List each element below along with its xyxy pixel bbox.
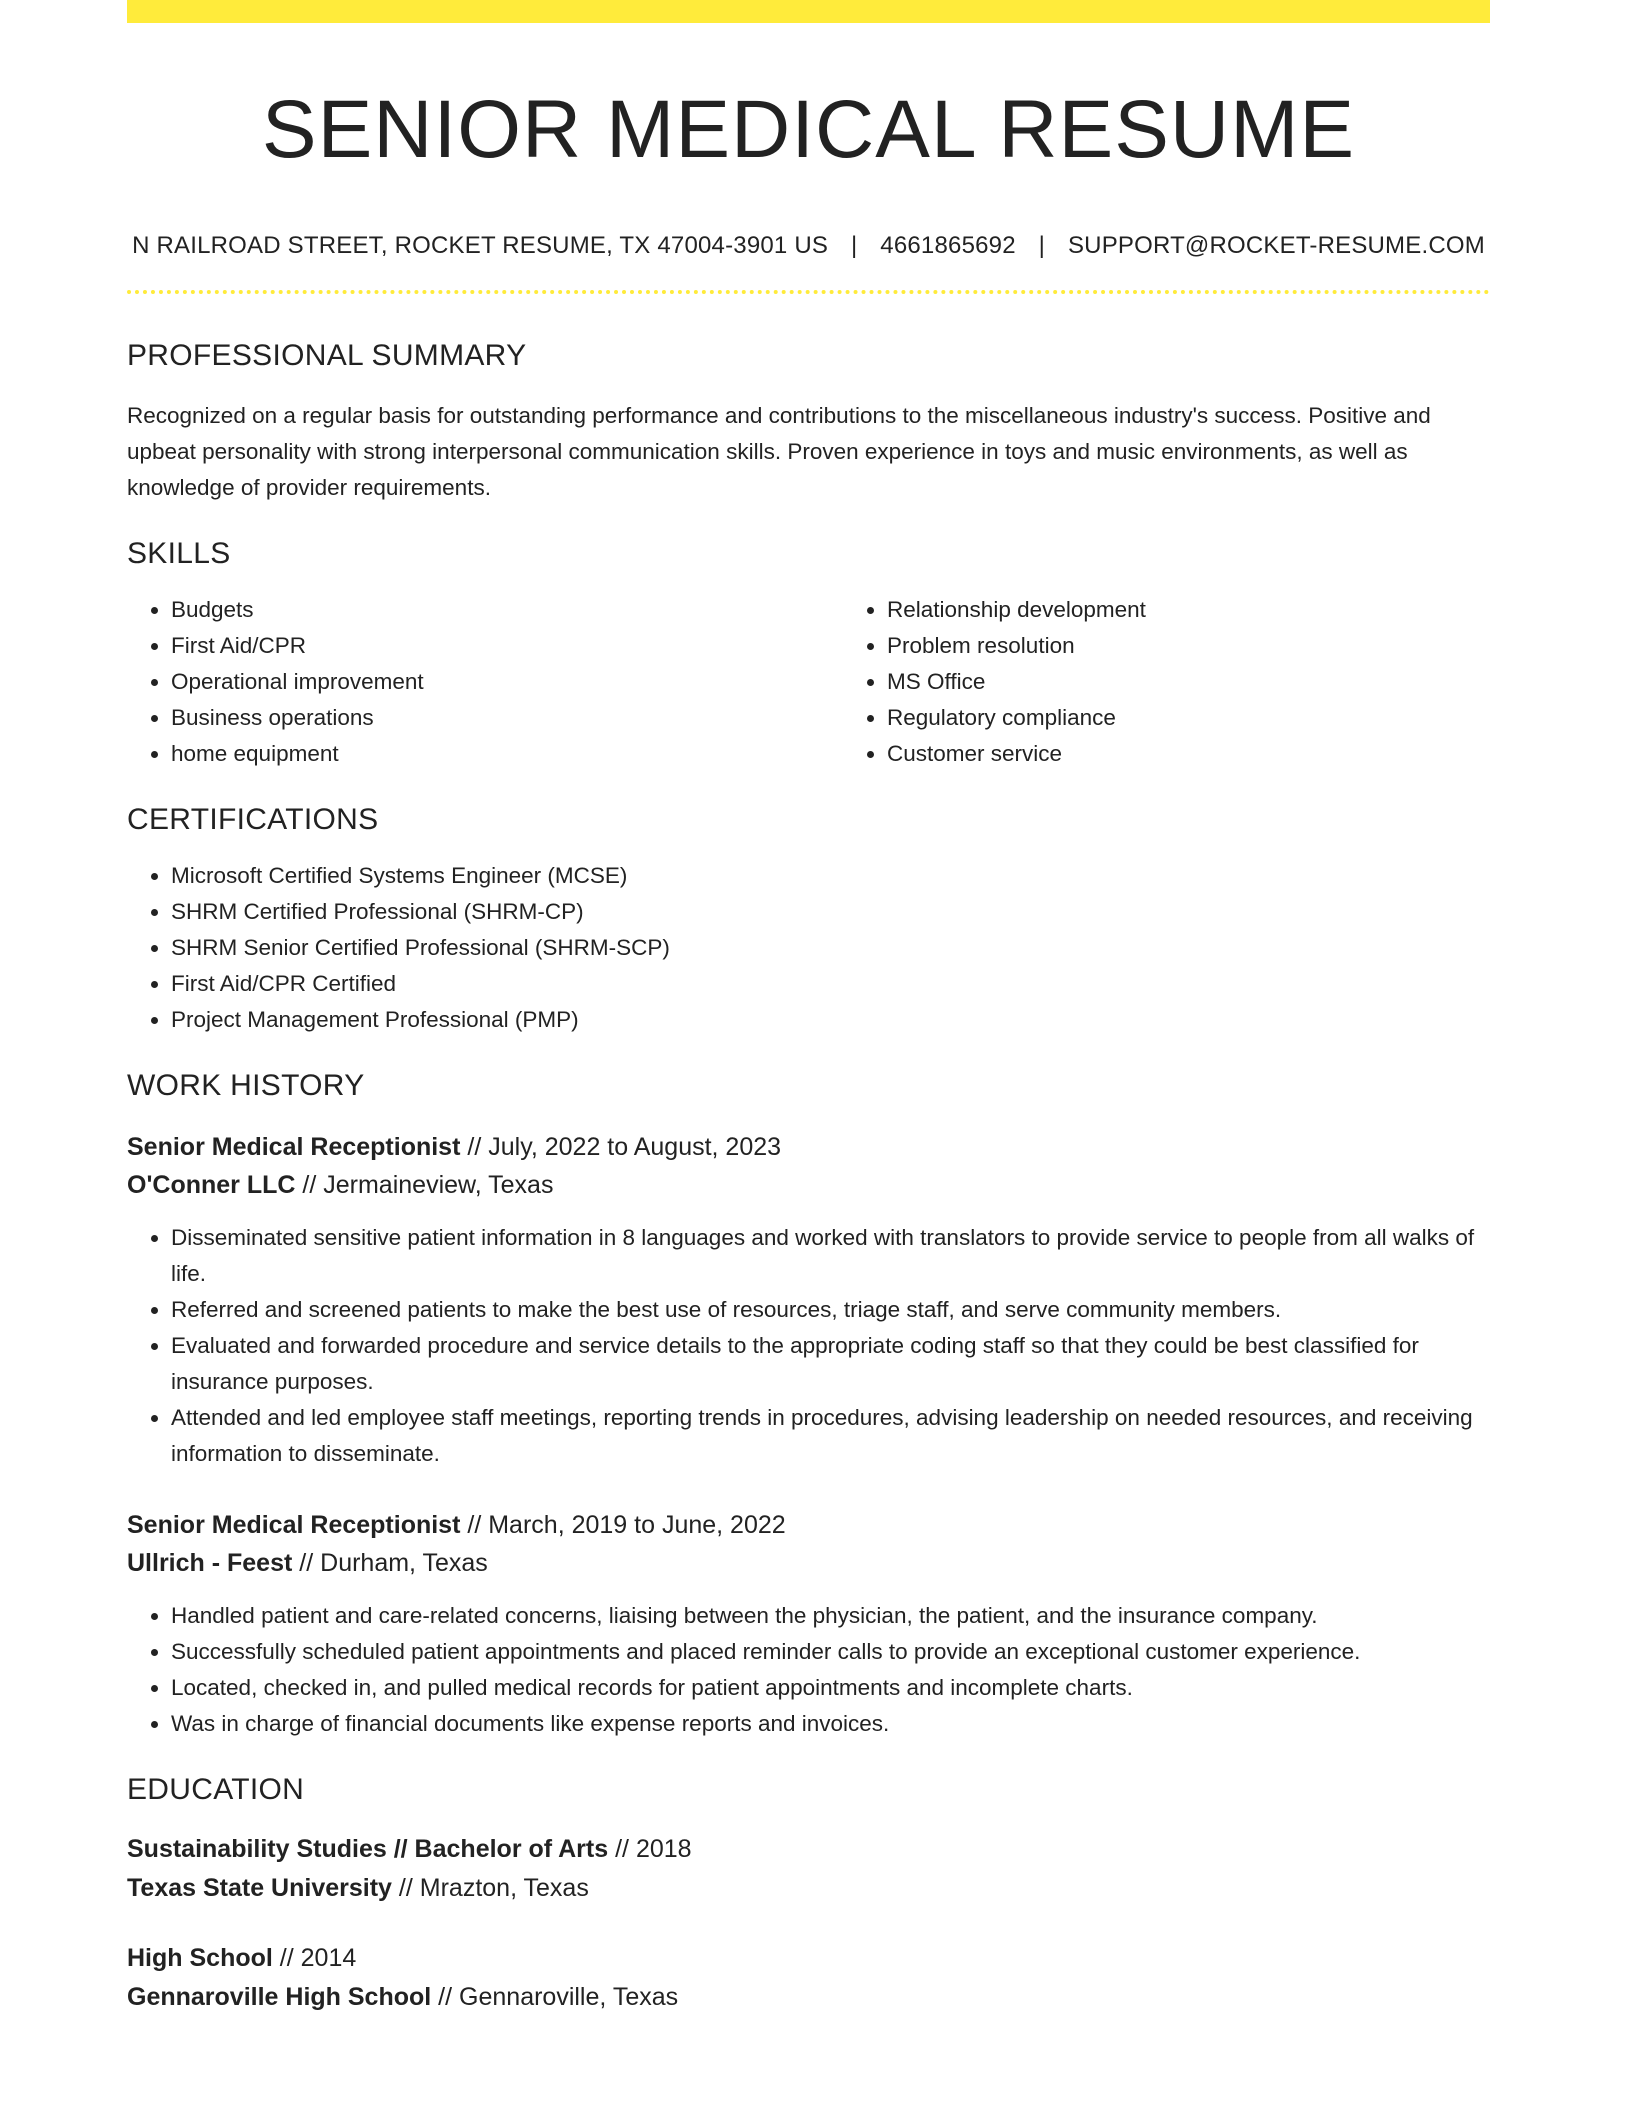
job-duty: • Located, checked in, and pulled medical records for patient appointments and incomplete charts. xyxy=(171,1670,1490,1706)
skills-section xyxy=(127,536,1490,772)
education-school-line xyxy=(127,1978,1490,2017)
skill-item: • Budgets xyxy=(171,592,843,628)
skills-columns xyxy=(127,572,1490,772)
job-divider: // xyxy=(467,1132,482,1161)
skill-item: • First Aid/CPR xyxy=(171,628,843,664)
job-divider: // xyxy=(299,1548,314,1577)
education-entry xyxy=(127,1830,1490,1908)
contact-phone[interactable]: 4661865692 xyxy=(880,232,1016,260)
job-header xyxy=(127,1506,1490,1582)
education-divider: // xyxy=(279,1943,294,1972)
education-school: Gennaroville High School xyxy=(127,1982,432,2011)
education-entry xyxy=(127,1939,1490,2017)
skill-item: • Problem resolution xyxy=(887,628,1490,664)
education-degree-line xyxy=(127,1939,1490,1978)
education-divider: // xyxy=(615,1834,629,1863)
job-company-line xyxy=(127,1166,1490,1204)
education-school-line xyxy=(127,1869,1490,1908)
job-dates: March, 2019 to June, 2022 xyxy=(488,1510,786,1539)
contact-separator: | xyxy=(850,232,858,260)
job-duty: • Referred and screened patients to make the best use of resources, triage staff, and serve community members. xyxy=(171,1292,1490,1328)
job-duty: • Evaluated and forwarded procedure and service details to the appropriate coding staff so that they could be best classified for insurance purposes. xyxy=(171,1328,1490,1400)
certification-item: • SHRM Senior Certified Professional (SHRM-SCP) xyxy=(171,930,1490,966)
job-role: Senior Medical Receptionist xyxy=(127,1510,461,1539)
education-year: 2014 xyxy=(300,1943,357,1972)
skill-item: • MS Office xyxy=(887,664,1490,700)
education-section xyxy=(127,1772,1490,2017)
top-accent-bar xyxy=(127,0,1490,23)
contact-email[interactable]: SUPPORT@ROCKET-RESUME.COM xyxy=(1067,232,1485,260)
job-location: Jermaineview, Texas xyxy=(323,1170,554,1199)
skill-item: • Relationship development xyxy=(887,592,1490,628)
job-entry xyxy=(127,1506,1490,1742)
section-title-education: EDUCATION xyxy=(127,1772,305,1806)
job-entry xyxy=(127,1128,1490,1472)
education-location: Gennaroville, Texas xyxy=(459,1982,679,2011)
section-title-certifications: CERTIFICATIONS xyxy=(127,802,379,836)
job-duty: • Successfully scheduled patient appointments and placed reminder calls to provide an exceptional customer experience. xyxy=(171,1634,1490,1670)
skill-item: • Operational improvement xyxy=(171,664,843,700)
job-divider: // xyxy=(302,1170,317,1199)
section-title-work-history: WORK HISTORY xyxy=(127,1068,365,1102)
skill-item: • Business operations xyxy=(171,700,843,736)
certification-item: • Microsoft Certified Systems Engineer (MCSE) xyxy=(171,858,1490,894)
job-duty: • Attended and led employee staff meetings, reporting trends in procedures, advising leadership on needed resources, and receiving information to disseminate. xyxy=(171,1400,1490,1472)
certification-item: • First Aid/CPR Certified xyxy=(171,966,1490,1002)
education-divider: // xyxy=(438,1982,453,2011)
job-header xyxy=(127,1128,1490,1204)
summary-text: Recognized on a regular basis for outstanding performance and contributions to the miscellaneous industry's success. Positive and upbeat personality with strong interpersonal communication skills. Proven experience in toys and music environments, as well as knowledge of provider requirements. xyxy=(127,402,1431,500)
work-history-section xyxy=(127,1068,1490,1742)
skill-item: • Customer service xyxy=(887,736,1490,772)
skills-list-right xyxy=(843,592,1490,772)
skill-item: • Regulatory compliance xyxy=(887,700,1490,736)
skills-list-left xyxy=(127,592,843,772)
section-title-summary: PROFESSIONAL SUMMARY xyxy=(127,338,527,372)
resume-title: SENIOR MEDICAL RESUME xyxy=(261,84,1356,175)
job-role: Senior Medical Receptionist xyxy=(127,1132,461,1161)
job-duty: • Was in charge of financial documents like expense reports and invoices. xyxy=(171,1706,1490,1742)
job-company: Ullrich - Feest xyxy=(127,1548,293,1577)
job-duties-list xyxy=(127,1598,1490,1742)
resume-page xyxy=(127,0,1490,2017)
job-duty: • Handled patient and care-related concerns, liaising between the physician, the patient, and the insurance company. xyxy=(171,1598,1490,1634)
header-divider xyxy=(127,290,1490,294)
skill-item: • home equipment xyxy=(171,736,843,772)
job-role-line xyxy=(127,1506,1490,1544)
certification-item: • SHRM Certified Professional (SHRM-CP) xyxy=(171,894,1490,930)
contact-separator: | xyxy=(1038,232,1046,260)
job-company: O'Conner LLC xyxy=(127,1170,296,1199)
job-role-line xyxy=(127,1128,1490,1166)
education-degree-line xyxy=(127,1830,1490,1869)
certification-item: • Project Management Professional (PMP) xyxy=(171,1002,1490,1038)
contact-address: N RAILROAD STREET, ROCKET RESUME, TX 47004-3901 US xyxy=(132,232,829,260)
education-school: Texas State University xyxy=(127,1873,392,1902)
certifications-list xyxy=(127,858,1490,1038)
job-company-line xyxy=(127,1544,1490,1582)
education-degree: Sustainability Studies // Bachelor of Arts xyxy=(127,1834,609,1863)
job-duty: • Disseminated sensitive patient information in 8 languages and worked with translators to provide service to people from all walks of life. xyxy=(171,1220,1490,1292)
job-duties-list xyxy=(127,1220,1490,1472)
job-divider: // xyxy=(467,1510,482,1539)
contact-line xyxy=(127,232,1490,261)
education-location: Mrazton, Texas xyxy=(419,1873,589,1902)
job-location: Durham, Texas xyxy=(320,1548,488,1577)
education-degree: High School xyxy=(127,1943,273,1972)
certifications-section xyxy=(127,802,1490,1038)
job-dates: July, 2022 to August, 2023 xyxy=(488,1132,782,1161)
education-year: 2018 xyxy=(635,1834,692,1863)
section-title-skills: SKILLS xyxy=(127,536,231,570)
summary-section xyxy=(127,338,1490,506)
education-divider: // xyxy=(398,1873,413,1902)
